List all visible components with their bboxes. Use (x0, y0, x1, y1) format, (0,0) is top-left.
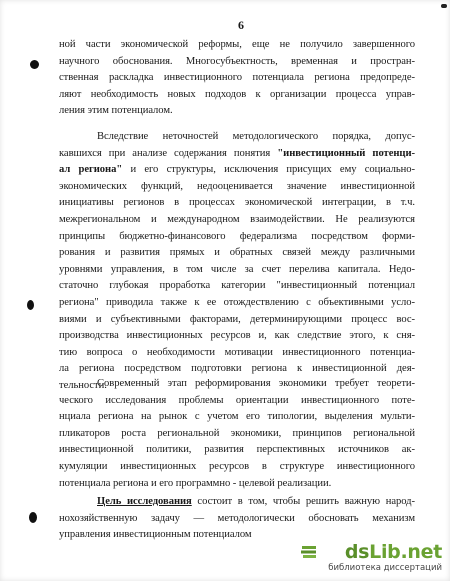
text-fragment: кавшихся при анализе содержания понятия (59, 147, 278, 159)
text-line: региона" приводила также к ее отождествлению с объективными усло- (59, 296, 415, 308)
book-stack-icon (300, 543, 318, 561)
term-bold: "инвестиционный потенци- (277, 147, 415, 159)
text-line: нциала региона на рынок с учетом его типологии, выделения мульти- (59, 411, 415, 423)
text-line: научного обоснования. Многосубъектность, временная и простран- (59, 55, 415, 67)
text-line (59, 162, 415, 179)
paragraph-continuation (59, 37, 415, 120)
text-line: тельности. (59, 379, 107, 391)
research-goal-heading: Цель исследования (97, 496, 192, 507)
punch-hole-mark (29, 512, 37, 523)
punch-hole-mark (27, 300, 34, 310)
text-line (59, 494, 415, 511)
logo-suffix: Lib.net (369, 541, 442, 563)
text-line: пликаторов роста региональной экономики, принципов региональной (59, 427, 415, 439)
text-line: ляют необходимость новых подходов к организации процесса управ- (59, 88, 415, 100)
paragraph-methodology (59, 129, 415, 395)
text-line: производства инвестиционных ресурсов и, как следствие этого, к сня- (59, 330, 415, 342)
text-line: ла региона посредством подготовки региона к инвестиционной дея- (59, 363, 415, 375)
text-line: кумуляции инвестиционных ресурсов в структуре инвестиционного (59, 460, 415, 472)
paragraph-current-stage (59, 376, 415, 492)
site-subtitle: библиотека диссертаций (328, 563, 442, 573)
text-line: принципы бюджетно-финансового федерализма посредством форми- (59, 230, 415, 242)
watermark[interactable] (322, 541, 442, 577)
text-line: ления этим потенциалом. (59, 105, 173, 117)
text-line: статочно глубокая проработка категории "инвестиционный потенциал (59, 280, 415, 292)
text-line: экономических функций, недооценивается значение инвестиционной (59, 180, 415, 192)
text-line: инициативы регионов в процессах экономической интеграции, в т.ч. (59, 197, 415, 209)
text-line: ческого исследования проблемы ориентации инвестиционного поте- (59, 394, 415, 406)
text-line: уровнями управления, в том числе за счет перелива капитала. Недо- (59, 263, 415, 275)
text-line: ной части экономической реформы, еще не получило завершенного (59, 39, 415, 50)
text-line: инвестиционной политики, развития перспективных источников ак- (59, 444, 415, 456)
text-fragment: и его структуры, исключения присущих ему социально- (122, 164, 415, 176)
text-line: виями и субъективными факторами, детерминирующими процесс вос- (59, 313, 415, 325)
text-line (59, 146, 415, 163)
text-line: управления инвестиционным потенциалом (59, 529, 252, 541)
text-fragment: состоит в том, чтобы решить важную народ- (191, 496, 415, 507)
text-line: Вследствие неточностей методологического порядка, допус- (97, 131, 415, 142)
text-line: Современный этап реформирования экономики требует теорети- (97, 378, 415, 389)
text-line: потенциала региона и его программно - целевой реализации. (59, 477, 332, 489)
text-line: межрегиональном и международном взаимодействии. Не реализуются (59, 213, 415, 225)
text-line: тию вопроса о необходимости мотивации инвестиционного потенциа- (59, 346, 415, 358)
term-bold: ал региона" (59, 164, 123, 176)
site-logo (345, 541, 442, 563)
text-line: рования и развития прямых и обратных связей между различными (59, 247, 415, 259)
punch-hole-mark (30, 60, 39, 69)
text-line: нохозяйственную задачу — методологически обосновать механизм (59, 512, 415, 524)
paragraph-research-goal (59, 494, 415, 544)
page-number: 6 (238, 18, 244, 32)
logo-prefix: ds (344, 541, 370, 563)
scan-speck (441, 4, 447, 8)
text-line: ственная раскладка инвестиционного потенциала региона предопреде- (59, 72, 415, 84)
